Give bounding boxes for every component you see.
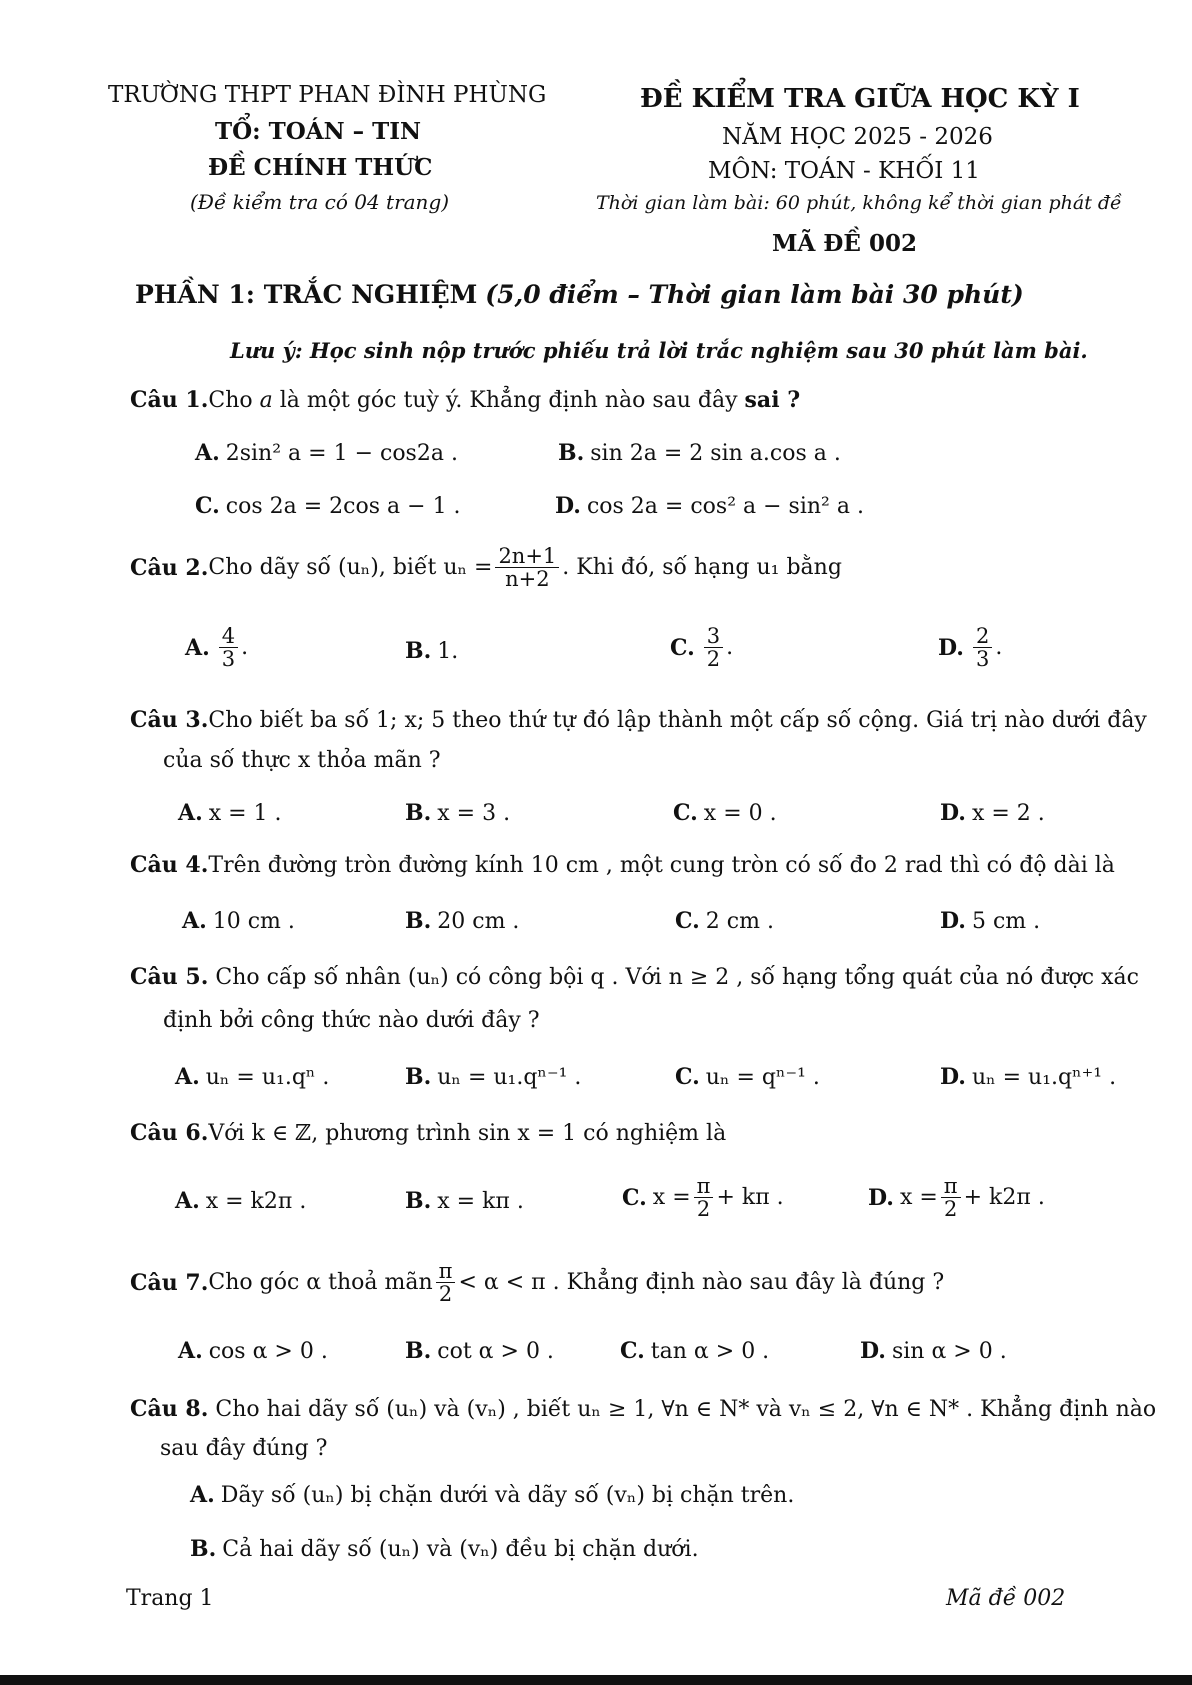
option-letter: A. bbox=[175, 1188, 200, 1214]
question-var: a bbox=[259, 388, 273, 413]
question-label: Câu 6. bbox=[130, 1120, 209, 1146]
question-6 bbox=[130, 1120, 726, 1146]
option-letter: C. bbox=[195, 493, 220, 519]
question-label: Câu 8. bbox=[130, 1396, 209, 1422]
fraction-denominator: 2 bbox=[438, 1282, 453, 1307]
option-text: 5 cm . bbox=[971, 909, 1041, 934]
option-text: x = 1 . bbox=[208, 801, 282, 826]
option-text: 10 cm . bbox=[212, 909, 295, 934]
fraction-denominator: 2 bbox=[696, 1197, 711, 1222]
option-letter: C. bbox=[675, 908, 700, 934]
footer-exam-code: Mã đề 002 bbox=[946, 1586, 1066, 1611]
fraction bbox=[219, 625, 238, 670]
option-letter: A. bbox=[185, 634, 210, 661]
question-3 bbox=[130, 707, 1147, 733]
q2-option-c[interactable]: C. $\frac{3}{2}$ . bbox=[670, 624, 734, 672]
q1-option-b[interactable] bbox=[558, 440, 841, 466]
option-text: x = kπ . bbox=[437, 1189, 524, 1214]
option-text: x = 2 . bbox=[971, 801, 1045, 826]
q6-option-a[interactable] bbox=[175, 1188, 306, 1214]
question-label: Câu 2. bbox=[130, 554, 209, 581]
question-text: Cho cấp số nhân (uₙ) có công bội q . Với n ≥ 2 , số hạng tổng quát của nó được xác bbox=[208, 965, 1139, 990]
exam-title: ĐỀ KIỂM TRA GIỮA HỌC KỲ I bbox=[640, 84, 1080, 114]
question-text: là một góc tuỳ ý. Khẳng định nào sau đây bbox=[272, 388, 745, 413]
option-text: uₙ = u₁.qⁿ . bbox=[205, 1065, 330, 1090]
fraction bbox=[704, 625, 723, 670]
option-text: uₙ = u₁.qⁿ⁻¹ . bbox=[437, 1065, 582, 1090]
question-emphasis: sai ? bbox=[744, 387, 801, 413]
option-letter: C. bbox=[673, 800, 698, 826]
question-text: Cho dãy số (uₙ), biết uₙ = bbox=[208, 555, 493, 581]
section-title-text: PHẦN 1: TRẮC NGHIỆM bbox=[135, 280, 478, 309]
school-name: TRƯỜNG THPT PHAN ĐÌNH PHÙNG bbox=[108, 82, 547, 108]
question-5 bbox=[130, 964, 1139, 990]
question-label: Câu 3. bbox=[130, 707, 209, 733]
q7-option-d[interactable] bbox=[860, 1338, 1007, 1364]
q7-option-b[interactable] bbox=[405, 1338, 554, 1364]
option-text: + k2π . bbox=[963, 1185, 1045, 1211]
option-letter: A. bbox=[175, 1064, 200, 1090]
question-text: Cho hai dãy số (uₙ) và (vₙ) , biết uₙ ≥ 1, ∀n ∈ N* và vₙ ≤ 2, ∀n ∈ N* . Khẳng định nào bbox=[208, 1397, 1157, 1422]
option-letter: B. bbox=[558, 440, 585, 466]
q5-option-a[interactable] bbox=[175, 1064, 329, 1090]
page-number: Trang 1 bbox=[126, 1586, 214, 1611]
section-title-note: (5,0 điểm – Thời gian làm bài 30 phút) bbox=[485, 280, 1024, 309]
question-8 bbox=[130, 1396, 1156, 1422]
question-label: Câu 7. bbox=[130, 1269, 209, 1296]
q4-option-a[interactable] bbox=[182, 908, 295, 934]
option-letter: D. bbox=[940, 800, 966, 826]
school-year: NĂM HỌC 2025 - 2026 bbox=[722, 124, 993, 150]
q5-option-b[interactable] bbox=[405, 1064, 581, 1090]
fraction-numerator: 4 bbox=[219, 625, 238, 648]
fraction-denominator: 2 bbox=[944, 1197, 958, 1222]
q1-option-d[interactable] bbox=[555, 493, 864, 519]
q6-option-b[interactable] bbox=[405, 1188, 524, 1214]
question-text: . Khi đó, số hạng u₁ bằng bbox=[562, 555, 842, 581]
fraction bbox=[495, 545, 559, 590]
question-text: Cho góc α thoả mãn bbox=[208, 1270, 433, 1296]
option-text: sin 2a = 2 sin a.cos a . bbox=[590, 441, 841, 466]
option-text: uₙ = qⁿ⁻¹ . bbox=[705, 1065, 820, 1090]
fraction bbox=[973, 625, 992, 670]
option-letter: C. bbox=[622, 1184, 647, 1211]
option-letter: C. bbox=[675, 1064, 700, 1090]
question-text: Trên đường tròn đường kính 10 cm , một cung tròn có số đo 2 rad thì có độ dài là bbox=[208, 853, 1115, 878]
option-letter: B. bbox=[405, 1188, 432, 1214]
option-letter: B. bbox=[405, 800, 432, 826]
option-letter: B. bbox=[190, 1536, 217, 1562]
fraction-denominator: 3 bbox=[221, 647, 236, 672]
time-limit: Thời gian làm bài: 60 phút, không kể thời gian phát đề bbox=[596, 192, 1122, 214]
option-text: + kπ . bbox=[716, 1185, 784, 1211]
q3-option-c[interactable] bbox=[673, 800, 777, 826]
option-letter: D. bbox=[868, 1184, 894, 1211]
option-letter: C. bbox=[620, 1338, 645, 1364]
option-text: Dãy số (uₙ) bị chặn dưới và dãy số (vₙ) bị chặn trên. bbox=[220, 1483, 795, 1508]
fraction bbox=[436, 1260, 456, 1305]
q3-option-b[interactable] bbox=[405, 800, 510, 826]
fraction bbox=[694, 1175, 714, 1220]
official-label: ĐỀ CHÍNH THỨC bbox=[208, 154, 433, 181]
section-title bbox=[135, 280, 1024, 309]
department: TỔ: TOÁN – TIN bbox=[215, 118, 422, 145]
exam-code: MÃ ĐỀ 002 bbox=[772, 230, 917, 257]
option-text: x = bbox=[652, 1185, 691, 1211]
fraction-denominator: 3 bbox=[975, 647, 990, 672]
option-letter: D. bbox=[940, 1064, 966, 1090]
option-text: sin α > 0 . bbox=[891, 1339, 1007, 1364]
q3-option-d[interactable] bbox=[940, 800, 1045, 826]
question-7 bbox=[130, 1260, 944, 1305]
question-2 bbox=[130, 545, 842, 590]
bottom-scan-border bbox=[0, 1675, 1192, 1685]
q4-option-c[interactable] bbox=[675, 908, 774, 934]
fraction-denominator: n+2 bbox=[505, 567, 550, 592]
fraction-numerator: 3 bbox=[704, 625, 723, 648]
option-text: tan α > 0 . bbox=[650, 1339, 770, 1364]
q8-option-b[interactable] bbox=[190, 1536, 699, 1562]
option-letter: D. bbox=[940, 908, 966, 934]
option-text: x = bbox=[899, 1185, 938, 1211]
fraction-numerator: π bbox=[694, 1175, 714, 1198]
question-text: Cho biết ba số 1; x; 5 theo thứ tự đó lập thành một cấp số cộng. Giá trị nào dưới đây bbox=[208, 708, 1147, 733]
section-note: Lưu ý: Học sinh nộp trước phiếu trả lời trắc nghiệm sau 30 phút làm bài. bbox=[230, 338, 1088, 363]
option-text: Cả hai dãy số (uₙ) và (vₙ) đều bị chặn dưới. bbox=[222, 1537, 699, 1562]
fraction bbox=[941, 1175, 961, 1220]
option-text: 1. bbox=[437, 639, 459, 664]
option-letter: B. bbox=[405, 638, 432, 664]
fraction-denominator: 2 bbox=[706, 647, 721, 672]
fraction-numerator: π bbox=[941, 1175, 961, 1198]
fraction-numerator: 2 bbox=[973, 625, 992, 648]
fraction-numerator: 2n+1 bbox=[495, 545, 559, 568]
option-letter: A. bbox=[178, 1338, 203, 1364]
question-4 bbox=[130, 852, 1115, 878]
option-text: x = k2π . bbox=[205, 1189, 307, 1214]
q6-option-c[interactable] bbox=[622, 1175, 784, 1220]
option-text: 2sin² a = 1 − cos2a . bbox=[225, 441, 458, 466]
question-label: Câu 4. bbox=[130, 852, 209, 878]
q8-option-a[interactable] bbox=[190, 1482, 794, 1508]
question-1 bbox=[130, 387, 800, 413]
option-text: 20 cm . bbox=[437, 909, 520, 934]
option-text: uₙ = u₁.qⁿ⁺¹ . bbox=[971, 1065, 1117, 1090]
q3-option-a[interactable] bbox=[178, 800, 282, 826]
option-letter: D. bbox=[860, 1338, 886, 1364]
q1-option-c[interactable] bbox=[195, 493, 461, 519]
question-label: Câu 5. bbox=[130, 964, 209, 990]
question-text: Cho bbox=[208, 388, 260, 413]
q7-option-c[interactable] bbox=[620, 1338, 769, 1364]
q5-option-c[interactable] bbox=[675, 1064, 820, 1090]
question-8-line2: sau đây đúng ? bbox=[160, 1436, 328, 1461]
option-text: cos 2a = 2cos a − 1 . bbox=[225, 494, 461, 519]
option-letter: D. bbox=[938, 634, 964, 661]
option-letter: B. bbox=[405, 1338, 432, 1364]
option-letter: B. bbox=[405, 908, 432, 934]
option-text: cos α > 0 . bbox=[208, 1339, 328, 1364]
option-letter: A. bbox=[190, 1482, 215, 1508]
q6-option-d[interactable] bbox=[868, 1175, 1045, 1220]
q5-option-d[interactable] bbox=[940, 1064, 1116, 1090]
question-text: < α < π . Khẳng định nào sau đây là đúng ? bbox=[458, 1270, 945, 1296]
option-letter: B. bbox=[405, 1064, 432, 1090]
q4-option-b[interactable] bbox=[405, 908, 519, 934]
q2-option-a[interactable]: A. $\frac{4}{3}$ . bbox=[185, 624, 249, 672]
question-3-line2: của số thực x thỏa mãn ? bbox=[163, 748, 441, 773]
option-letter: A. bbox=[178, 800, 203, 826]
option-letter: A. bbox=[195, 440, 220, 466]
question-5-line2: định bởi công thức nào dưới đây ? bbox=[163, 1008, 540, 1033]
fraction-numerator: π bbox=[436, 1260, 456, 1283]
subject: MÔN: TOÁN - KHỐI 11 bbox=[708, 158, 980, 184]
option-text: x = 0 . bbox=[703, 801, 777, 826]
q2-option-d[interactable]: D. $\frac{2}{3}$ . bbox=[938, 624, 1003, 672]
option-letter: A. bbox=[182, 908, 207, 934]
question-label: Câu 1. bbox=[130, 387, 209, 413]
option-letter: C. bbox=[670, 634, 695, 661]
option-text: 2 cm . bbox=[705, 909, 774, 934]
q1-option-a[interactable] bbox=[195, 440, 458, 466]
option-text: cos 2a = cos² a − sin² a . bbox=[586, 494, 864, 519]
q7-option-a[interactable] bbox=[178, 1338, 328, 1364]
q2-option-b[interactable] bbox=[405, 638, 458, 664]
option-text: cot α > 0 . bbox=[437, 1339, 554, 1364]
question-text: Với k ∈ ℤ, phương trình sin x = 1 có nghiệm là bbox=[208, 1121, 727, 1146]
option-text: x = 3 . bbox=[437, 801, 511, 826]
pages-note: (Đề kiểm tra có 04 trang) bbox=[190, 190, 450, 214]
option-letter: D. bbox=[555, 493, 581, 519]
q4-option-d[interactable] bbox=[940, 908, 1040, 934]
